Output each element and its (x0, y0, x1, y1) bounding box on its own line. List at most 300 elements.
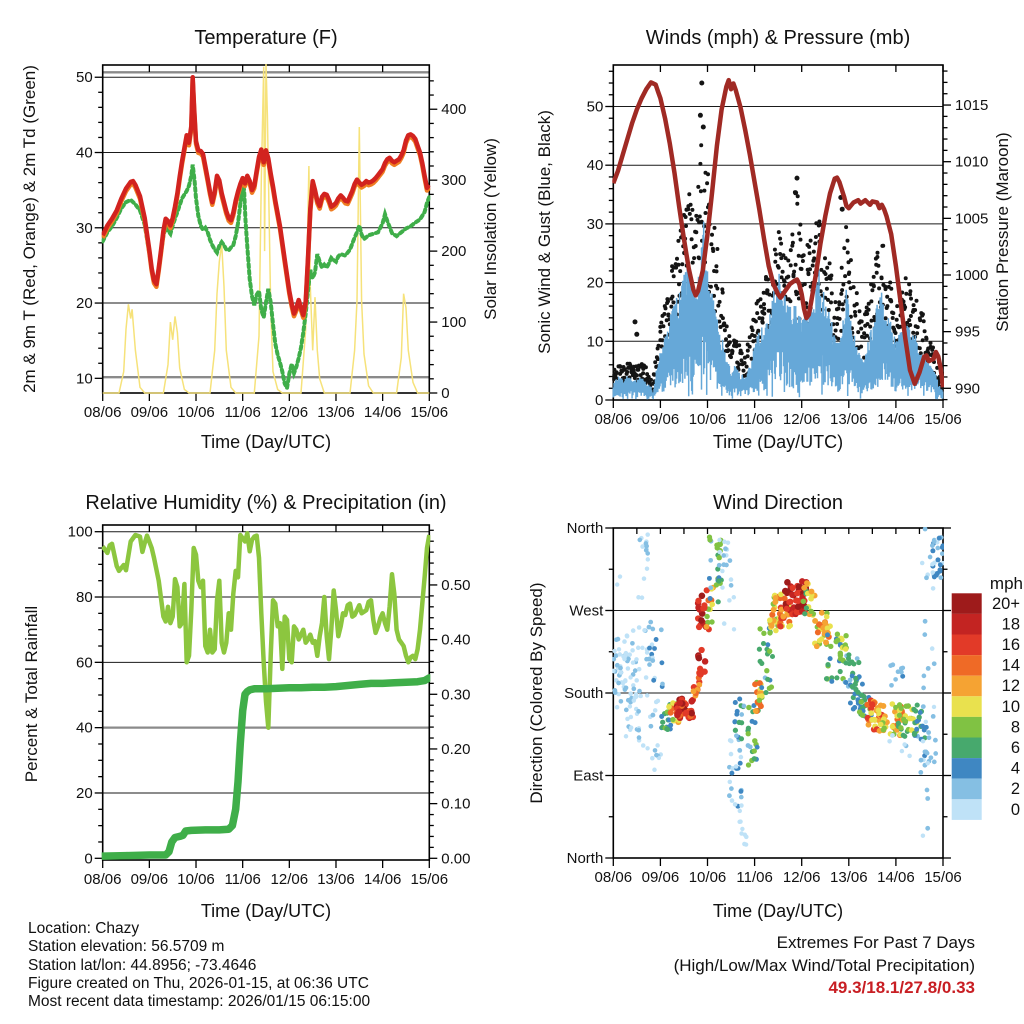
wind-direction-dot (933, 751, 938, 756)
wind-direction-dot (938, 567, 943, 572)
wind-direction-dot (915, 719, 920, 724)
svg-text:mph: mph (989, 574, 1023, 593)
wind-direction-dot (638, 694, 643, 699)
wind-direction-dot (612, 688, 617, 693)
wind-direction-dot (860, 682, 865, 687)
wind-direction-dot (647, 646, 652, 651)
svg-text:2: 2 (1010, 780, 1020, 799)
wind-direction-dot (936, 557, 941, 562)
xlabel-wind-direction: Time (Day/UTC) (712, 901, 844, 921)
wind-direction-dot (702, 669, 708, 675)
wind-direction-dot (615, 582, 619, 586)
svg-text:09/06: 09/06 (130, 404, 169, 421)
wind-direction-dot (925, 788, 930, 793)
wind-direction-dot (815, 629, 821, 635)
wind-direction-dot (660, 682, 665, 687)
legend-swatch-14 (952, 655, 982, 676)
wind-direction-dot (708, 585, 713, 590)
wind-direction-dot (722, 540, 727, 545)
wind-direction-dot (848, 701, 853, 706)
wind-direction-dot (668, 710, 674, 716)
svg-text:0: 0 (441, 385, 450, 402)
svg-text:12/06: 12/06 (782, 411, 821, 428)
wind-direction-dot (784, 606, 790, 612)
wind-direction-dot (739, 736, 744, 741)
wind-direction-dot (915, 703, 920, 708)
wind-direction-dot (918, 770, 923, 775)
wind-direction-dot (824, 614, 830, 620)
ylabel-wind-left: Sonic Wind & Gust (Blue, Black) (535, 110, 554, 354)
legend-swatch-6 (952, 738, 982, 759)
wind-direction-dot (861, 694, 866, 699)
wind-direction-dot (859, 699, 864, 704)
wind-direction-dot (641, 743, 646, 748)
svg-text:300: 300 (441, 172, 467, 190)
wind-direction-dot (922, 674, 927, 679)
wind-direction-dot (743, 833, 748, 838)
wind-direction-dot (752, 756, 757, 761)
wind-direction-dot (812, 618, 818, 624)
wind-direction-dot (650, 756, 655, 761)
wind-direction-dot (637, 538, 642, 543)
legend-swatch-8 (952, 717, 982, 738)
wind-direction-dot (913, 709, 918, 714)
wind-direction-dot (809, 589, 815, 595)
wind-direction-dot (670, 717, 675, 722)
wind-direction-dot (846, 656, 851, 661)
wind-direction-dot (930, 543, 935, 548)
wind-direction-dot (634, 692, 638, 696)
svg-text:50: 50 (76, 69, 93, 87)
wind-direction-dot (624, 734, 629, 739)
svg-text:East: East (573, 767, 604, 785)
station-info-block (28, 920, 370, 1011)
panel2-series (611, 80, 945, 399)
wind-direction-dot (733, 700, 738, 705)
wind-direction-dot (732, 719, 737, 724)
svg-text:100: 100 (67, 523, 93, 541)
wind-direction-dot (790, 585, 796, 591)
wind-direction-dot (921, 739, 926, 744)
wind-direction-dot (739, 712, 744, 717)
wind-direction-dot (724, 563, 729, 568)
wind-direction-dot (903, 719, 908, 724)
svg-text:12/06: 12/06 (782, 869, 821, 886)
svg-text:80: 80 (76, 589, 93, 607)
svg-text:400: 400 (441, 101, 467, 119)
wind-direction-dot (625, 717, 630, 722)
wind-direction-dot (660, 720, 665, 725)
wind-direction-dot (746, 705, 751, 710)
wind-direction-dot (920, 561, 925, 566)
wind-direction-dot (802, 611, 807, 616)
wind-direction-dot (732, 627, 736, 631)
ylabel-direction-left: Direction (Colored By Speed) (527, 582, 546, 804)
wind-direction-dot (843, 646, 849, 652)
wind-direction-dot (742, 842, 747, 847)
wind-direction-dot (707, 537, 712, 542)
wind-direction-dot (926, 730, 931, 735)
wind-direction-dot (780, 614, 786, 620)
wind-direction-dot (702, 658, 709, 665)
svg-text:0.50: 0.50 (441, 576, 471, 594)
wind-direction-dot (834, 675, 839, 680)
wind-direction-dot (900, 666, 905, 671)
svg-text:08/06: 08/06 (83, 404, 122, 421)
wind-direction-dot (928, 555, 933, 560)
wind-direction-dot (777, 623, 783, 629)
wind-direction-dot (876, 707, 882, 713)
wind-direction-dot (634, 678, 639, 683)
svg-text:40: 40 (76, 144, 93, 162)
wind-direction-dot (650, 713, 655, 718)
wind-direction-dot (925, 796, 930, 801)
wind-direction-dot (619, 670, 624, 675)
wind-direction-dot (907, 754, 912, 759)
wind-direction-dot (923, 619, 928, 624)
wind-direction-dot (937, 536, 942, 541)
wind-direction-dot (804, 605, 809, 610)
wind-direction-dot (869, 701, 875, 707)
wind-direction-dot (872, 717, 878, 723)
wind-direction-dot (733, 728, 738, 733)
wind-direction-dot (738, 789, 743, 794)
wind-direction-dot (738, 761, 743, 766)
wind-direction-dot (914, 727, 919, 732)
svg-text:08/06: 08/06 (83, 871, 122, 888)
svg-text:14/06: 14/06 (363, 404, 402, 421)
wind-direction-dot (808, 609, 813, 614)
svg-text:10: 10 (76, 370, 93, 388)
svg-text:10: 10 (1001, 697, 1020, 716)
wind-direction-dot (683, 710, 689, 716)
station-location: Location: Chazy (28, 920, 140, 937)
wind-direction-dot (615, 663, 620, 668)
wind-direction-dot (709, 619, 714, 624)
wind-direction-dot (880, 703, 886, 709)
wind-direction-dot (759, 685, 764, 690)
wind-direction-dot (631, 686, 636, 691)
wind-direction-dot (935, 546, 940, 551)
wind-direction-dot (720, 585, 724, 589)
wind-direction-dot (829, 679, 834, 684)
wind-direction-dot (644, 544, 649, 549)
svg-text:15/06: 15/06 (410, 871, 449, 888)
svg-text:0: 0 (594, 392, 604, 409)
wind-direction-dot (897, 713, 902, 718)
wind-direction-dot (822, 620, 828, 626)
svg-text:1015: 1015 (955, 97, 989, 115)
wind-direction-dot (912, 732, 917, 737)
station-latlon: Station lat/lon: 44.8956; -73.4646 (28, 956, 257, 974)
wind-direction-dot (773, 595, 779, 601)
wind-direction-dot (666, 704, 672, 710)
wind-direction-dot (784, 579, 791, 586)
wind-direction-dot (628, 675, 632, 679)
wind-direction-dot (923, 527, 928, 532)
wind-direction-dot (753, 708, 759, 714)
legend-swatch-0 (952, 799, 982, 820)
wind-direction-dot (618, 652, 622, 656)
legend-swatch-12 (952, 676, 982, 697)
svg-text:14/06: 14/06 (877, 411, 915, 428)
wind-direction-dot (654, 637, 659, 642)
ylabel-solar-right: Solar Insolation (Yellow) (481, 138, 500, 320)
svg-text:0.00: 0.00 (441, 850, 471, 868)
svg-text:0.40: 0.40 (441, 631, 471, 649)
wind-direction-dot (931, 586, 936, 591)
wind-direction-dot (931, 714, 936, 719)
wind-direction-dot (637, 667, 642, 672)
wind-direction-dot (653, 708, 658, 713)
svg-text:14/06: 14/06 (363, 871, 402, 888)
wind-direction-dot (659, 714, 664, 719)
wind-direction-dot (698, 617, 705, 624)
wind-direction-dot (758, 659, 763, 664)
wind-direction-dot (721, 553, 726, 558)
wind-direction-dot (651, 678, 656, 683)
wind-direction-dot (737, 820, 741, 824)
wind-direction-dot (794, 590, 800, 596)
wind-direction-dot (940, 551, 945, 556)
wind-direction-dot (850, 673, 855, 678)
extremes-values: 49.3/18.1/27.8/0.33 (828, 978, 975, 997)
svg-text:12: 12 (1001, 677, 1020, 696)
wind-direction-dot (843, 660, 848, 665)
wind-direction-dot (649, 724, 654, 729)
wind-direction-dot (828, 656, 833, 661)
wind-direction-dot (708, 558, 713, 563)
wind-direction-dot (645, 693, 650, 698)
wind-direction-dot (734, 764, 739, 769)
wind-direction-dot (788, 623, 794, 629)
svg-text:South: South (564, 685, 604, 702)
wind-direction-dot (817, 638, 823, 644)
svg-text:11/06: 11/06 (224, 404, 261, 421)
wind-direction-dot (823, 639, 829, 645)
wind-direction-dot (761, 631, 766, 636)
wind-direction-dot (757, 626, 762, 631)
panel3-series (103, 533, 430, 856)
wind-direction-dot (769, 684, 774, 689)
wind-direction-dot (921, 704, 926, 709)
svg-text:13/06: 13/06 (830, 411, 868, 428)
wind-direction-dot (925, 761, 930, 766)
svg-text:990: 990 (955, 380, 981, 398)
wind-direction-dot (619, 699, 624, 704)
wind-direction-dot (825, 632, 830, 637)
svg-text:15/06: 15/06 (924, 411, 962, 428)
wind-direction-dot (769, 612, 775, 618)
svg-text:12/06: 12/06 (270, 404, 309, 421)
wind-direction-dot (717, 538, 721, 542)
wind-direction-dot (614, 637, 619, 642)
svg-text:0.30: 0.30 (441, 686, 471, 704)
panel-title-wind-direction: Wind Direction (712, 492, 844, 514)
svg-text:09/06: 09/06 (641, 411, 680, 428)
svg-text:09/06: 09/06 (641, 869, 680, 886)
wind-direction-dot (622, 639, 627, 644)
wind-direction-dot (843, 633, 848, 638)
panel4-series (611, 527, 945, 847)
svg-text:0: 0 (84, 850, 93, 868)
wind-direction-dot (757, 698, 762, 703)
wind-direction-dot (652, 768, 657, 773)
wind-direction-dot (795, 603, 802, 610)
wind-direction-dot (647, 662, 652, 667)
wind-direction-dot (723, 546, 728, 551)
wind-direction-dot (899, 706, 904, 711)
wind-direction-dot (716, 555, 721, 560)
wind-direction-dot (852, 705, 857, 710)
wind-direction-dot (786, 599, 792, 605)
wind-direction-dot (674, 712, 680, 718)
ylabel-temp-left: 2m & 9m T (Red, Orange) & 2m Td (Green) (20, 65, 39, 393)
figure-created: Figure created on Thu, 2026-01-15, at 06:36 UTC (28, 974, 369, 992)
wind-direction-dot (612, 649, 616, 653)
svg-text:0.20: 0.20 (441, 740, 471, 758)
wind-direction-dot (727, 793, 732, 798)
wind-direction-dot (804, 580, 810, 586)
legend-swatch-10 (952, 696, 982, 717)
wind-direction-dot (645, 746, 649, 750)
svg-text:10/06: 10/06 (177, 404, 215, 421)
svg-text:North: North (566, 850, 604, 867)
extremes-title: Extremes For Past 7 Days (776, 933, 975, 952)
station-elevation: Station elevation: 56.5709 m (28, 938, 225, 956)
wind-direction-dot (696, 655, 703, 662)
svg-text:12/06: 12/06 (270, 871, 309, 888)
wind-direction-dot (648, 620, 653, 625)
wind-direction-dot (645, 566, 649, 570)
wind-direction-dot (900, 674, 905, 679)
wind-direction-dot (838, 650, 843, 655)
wind-direction-dot (729, 771, 734, 776)
wind-direction-dot (742, 704, 747, 709)
wind-direction-dot (738, 809, 742, 813)
wind-direction-dot (689, 698, 695, 704)
svg-text:1010: 1010 (955, 153, 989, 171)
svg-text:100: 100 (441, 314, 467, 332)
wind-direction-dot (637, 625, 642, 630)
wind-direction-dot (824, 676, 829, 681)
svg-text:10/06: 10/06 (688, 869, 727, 886)
svg-text:11/06: 11/06 (736, 869, 773, 886)
wind-direction-dot (753, 720, 758, 725)
wind-direction-dot (746, 762, 751, 767)
svg-text:14/06: 14/06 (877, 869, 915, 886)
wind-direction-dot (748, 745, 753, 750)
wind-direction-dot (835, 638, 840, 643)
legend-swatch-20+ (952, 593, 982, 614)
svg-text:50: 50 (586, 98, 604, 116)
wind-direction-dot (740, 827, 744, 831)
wind-direction-dot (722, 621, 727, 626)
wind-direction-dot (630, 648, 635, 653)
svg-text:North: North (566, 520, 604, 537)
wind-direction-dot (769, 623, 775, 629)
wind-direction-dot (848, 678, 853, 683)
wind-direction-dot (919, 758, 924, 763)
wind-direction-dot (770, 654, 775, 659)
wind-direction-dot (925, 751, 930, 756)
svg-text:60: 60 (76, 654, 93, 672)
svg-text:13/06: 13/06 (830, 869, 868, 886)
speed-legend (952, 574, 1023, 820)
wind-direction-dot (720, 569, 724, 573)
wind-direction-dot (650, 627, 655, 632)
svg-text:40: 40 (76, 719, 93, 737)
svg-text:10/06: 10/06 (688, 411, 727, 428)
wind-direction-dot (737, 748, 742, 753)
wind-direction-dot (767, 649, 772, 654)
legend-swatch-16 (952, 635, 982, 656)
wind-direction-dot (728, 558, 733, 563)
wind-direction-dot (729, 577, 734, 582)
wind-direction-dot (708, 596, 713, 601)
wind-direction-dot (757, 647, 762, 652)
svg-text:14: 14 (1001, 656, 1020, 675)
wind-direction-dot (737, 720, 742, 725)
wind-direction-dot (893, 677, 898, 682)
wind-direction-dot (835, 632, 840, 637)
wind-direction-dot (890, 662, 895, 667)
wind-direction-dot (767, 617, 773, 623)
wind-direction-dot (618, 574, 622, 578)
wind-direction-dot (860, 712, 866, 718)
ylabel-pressure-right: Station Pressure (Maroon) (993, 132, 1012, 332)
data-timestamp: Most recent data timestamp: 2026/01/15 06:15:00 (28, 993, 371, 1011)
wind-direction-dot (938, 575, 943, 580)
svg-text:16: 16 (1001, 636, 1020, 654)
wind-direction-dot (900, 749, 904, 753)
svg-text:10: 10 (586, 333, 604, 351)
wind-direction-dot (925, 826, 930, 831)
wind-direction-dot (642, 628, 647, 633)
svg-text:8: 8 (1010, 718, 1020, 737)
wind-direction-dot (850, 684, 855, 689)
wind-direction-dot (659, 627, 664, 632)
wind-direction-dot (732, 595, 736, 599)
wind-direction-dot (656, 699, 661, 704)
panel-title-temperature: Temperature (F) (194, 27, 338, 49)
wind-direction-dot (645, 551, 650, 556)
wind-direction-dot (737, 696, 742, 701)
xlabel-temperature: Time (Day/UTC) (200, 432, 332, 452)
wind-direction-dot (808, 596, 814, 602)
wind-direction-dot (771, 607, 777, 613)
wind-direction-dot (625, 634, 630, 639)
svg-text:30: 30 (586, 215, 604, 233)
extremes-subtitle: (High/Low/Max Wind/Total Precipitation) (673, 955, 975, 975)
wind-direction-dot (926, 666, 931, 671)
wind-direction-dot (739, 803, 743, 807)
svg-text:West: West (569, 602, 604, 620)
wind-direction-dot (645, 532, 650, 537)
wind-direction-dot (654, 753, 659, 758)
svg-text:10/06: 10/06 (177, 871, 215, 888)
wind-direction-dot (653, 748, 658, 753)
legend-swatch-2 (952, 779, 982, 800)
wind-direction-dot (924, 575, 929, 580)
wind-direction-dot (637, 735, 642, 740)
wind-direction-dot (902, 742, 906, 746)
svg-text:1000: 1000 (955, 267, 989, 284)
wind-direction-dot (881, 725, 886, 730)
wind-direction-dot (819, 610, 825, 616)
wind-direction-dot (655, 743, 659, 747)
svg-text:0.10: 0.10 (441, 795, 471, 813)
